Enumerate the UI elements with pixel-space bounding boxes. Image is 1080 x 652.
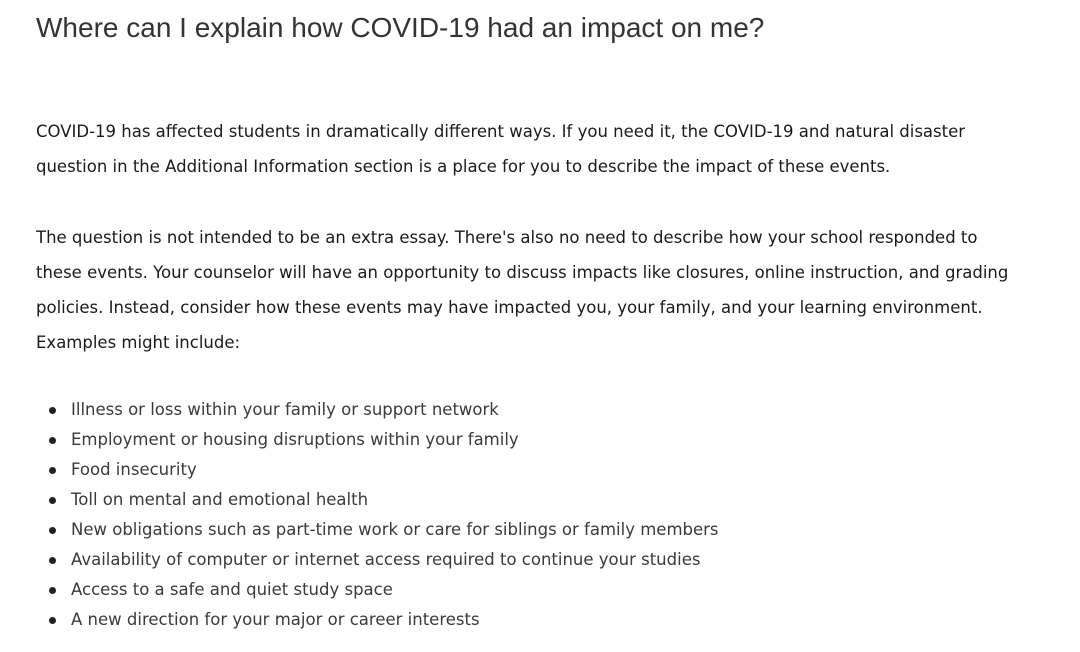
list-item-text: Access to a safe and quiet study space: [71, 580, 393, 599]
examples-list: [36, 395, 719, 635]
list-item-text: A new direction for your major or career interests: [71, 610, 480, 629]
list-item: [36, 545, 719, 575]
bullet-dot-icon: [49, 437, 56, 444]
list-item-text: New obligations such as part-time work or care for siblings or family members: [71, 520, 719, 539]
intro-paragraph: COVID-19 has affected students in dramatically different ways. If you need it, the COVID-19 and natural disaster question in the Additional Information section is a place for you to describe the impact of these events.: [36, 122, 966, 176]
list-item: [36, 515, 719, 545]
list-item: [36, 395, 719, 425]
list-item: [36, 455, 719, 485]
bullet-dot-icon: [49, 557, 56, 564]
bullet-dot-icon: [49, 467, 56, 474]
guidance-paragraph: The question is not intended to be an extra essay. There's also no need to describe how your school responded to these events. Your counselor will have an opportunity to discuss impacts like closures, online instruction, and grading policies. Instead, consider how these events may have impacted you, your family, and your learning environment. Examples might include:: [36, 228, 1009, 352]
list-item: [36, 575, 719, 605]
list-item-text: Employment or housing disruptions within your family: [71, 430, 519, 449]
page-title: Where can I explain how COVID-19 had an impact on me?: [36, 12, 765, 43]
bullet-dot-icon: [49, 617, 56, 624]
list-item-text: Toll on mental and emotional health: [71, 490, 369, 509]
bullet-dot-icon: [49, 497, 56, 504]
list-item: [36, 605, 719, 635]
bullet-dot-icon: [49, 527, 56, 534]
list-item: [36, 425, 719, 455]
bullet-dot-icon: [49, 587, 56, 594]
list-item-text: Availability of computer or internet access required to continue your studies: [71, 550, 701, 569]
bullet-dot-icon: [49, 407, 56, 414]
list-item: [36, 485, 719, 515]
list-item-text: Illness or loss within your family or support network: [71, 400, 499, 419]
list-item-text: Food insecurity: [71, 460, 197, 479]
